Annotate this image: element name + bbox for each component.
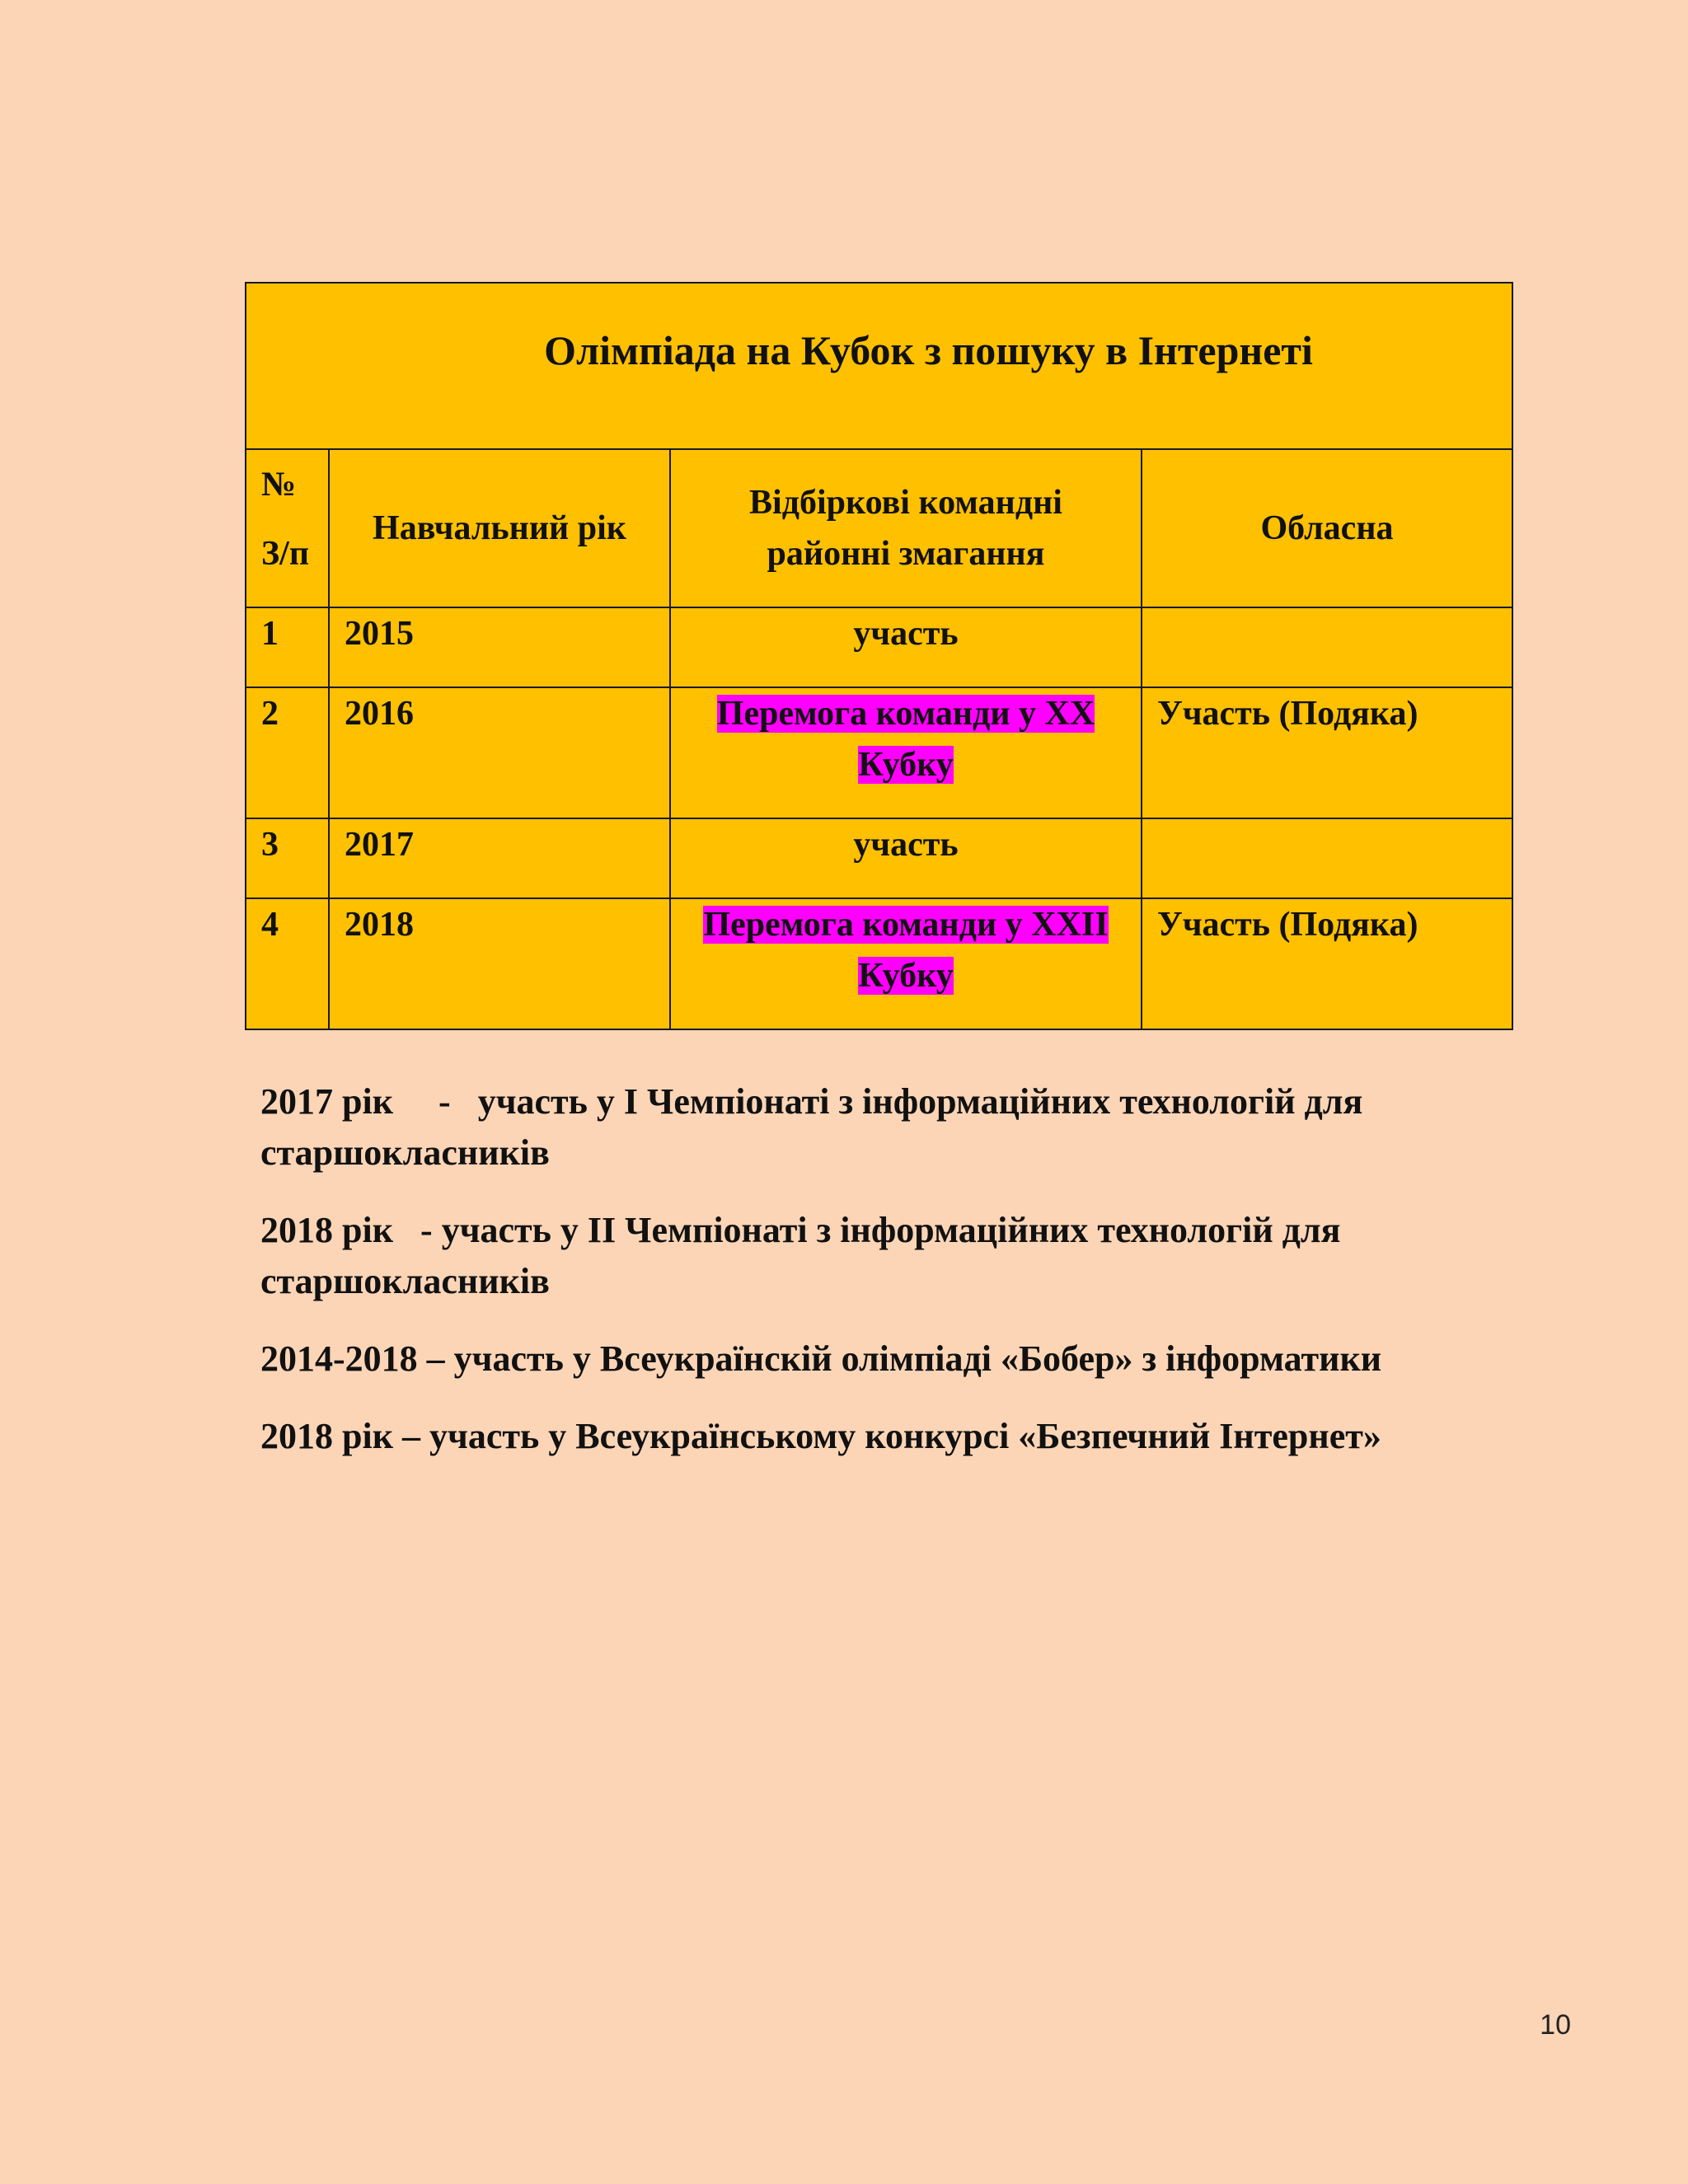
row-number: 4 xyxy=(246,898,329,1029)
table-row xyxy=(246,818,1512,898)
row-regional-result xyxy=(1142,607,1512,687)
achievements-notes xyxy=(260,1076,1522,1488)
row-regional-result xyxy=(1142,818,1512,898)
header-year: Навчальний рік xyxy=(329,449,670,607)
table-title-cell xyxy=(246,283,1512,449)
header-number-symbol: № xyxy=(261,466,297,504)
note-paragraph: 2017 рік - участь у І Чемпіонаті з інформаційних технологій для старшокласників xyxy=(260,1081,1372,1173)
olympiad-table xyxy=(245,282,1513,1030)
row-district-result-highlighted: Перемога команди у ХХІІ Кубку xyxy=(703,906,1109,995)
row-number: 2 xyxy=(246,687,329,818)
table-row xyxy=(246,607,1512,687)
row-year: 2018 xyxy=(329,898,670,1029)
row-district-result: участь xyxy=(670,818,1142,898)
header-regional: Обласна xyxy=(1142,449,1512,607)
row-district-result-highlighted: Перемога команди у ХХ Кубку xyxy=(716,695,1095,784)
table-row xyxy=(246,898,1512,1029)
note-paragraph: 2018 рік – участь у Всеукраїнському конкурсі «Безпечний Інтернет» xyxy=(260,1416,1381,1456)
header-number xyxy=(246,449,329,607)
note-paragraph: 2018 рік - участь у ІІ Чемпіонаті з інформаційних технологій для старшокласників xyxy=(260,1210,1350,1301)
page-number: 10 xyxy=(1540,2009,1571,2041)
note-paragraph: 2014-2018 – участь у Всеукраїнскій олімпіаді «Бобер» з інформатики xyxy=(260,1338,1382,1379)
header-district: Відбіркові командні районні змагання xyxy=(670,449,1142,607)
row-district-result: участь xyxy=(670,607,1142,687)
table-title: Олімпіада на Кубок з пошуку в Інтернеті xyxy=(544,327,1313,373)
row-district-result-cell xyxy=(670,898,1142,1029)
row-district-result-cell xyxy=(670,687,1142,818)
row-year: 2017 xyxy=(329,818,670,898)
row-year: 2015 xyxy=(329,607,670,687)
row-regional-result: Участь (Подяка) xyxy=(1142,898,1512,1029)
row-number: 3 xyxy=(246,818,329,898)
row-year: 2016 xyxy=(329,687,670,818)
row-number: 1 xyxy=(246,607,329,687)
row-regional-result: Участь (Подяка) xyxy=(1142,687,1512,818)
header-number-abbrev: З/п xyxy=(261,535,310,573)
table-row xyxy=(246,687,1512,818)
